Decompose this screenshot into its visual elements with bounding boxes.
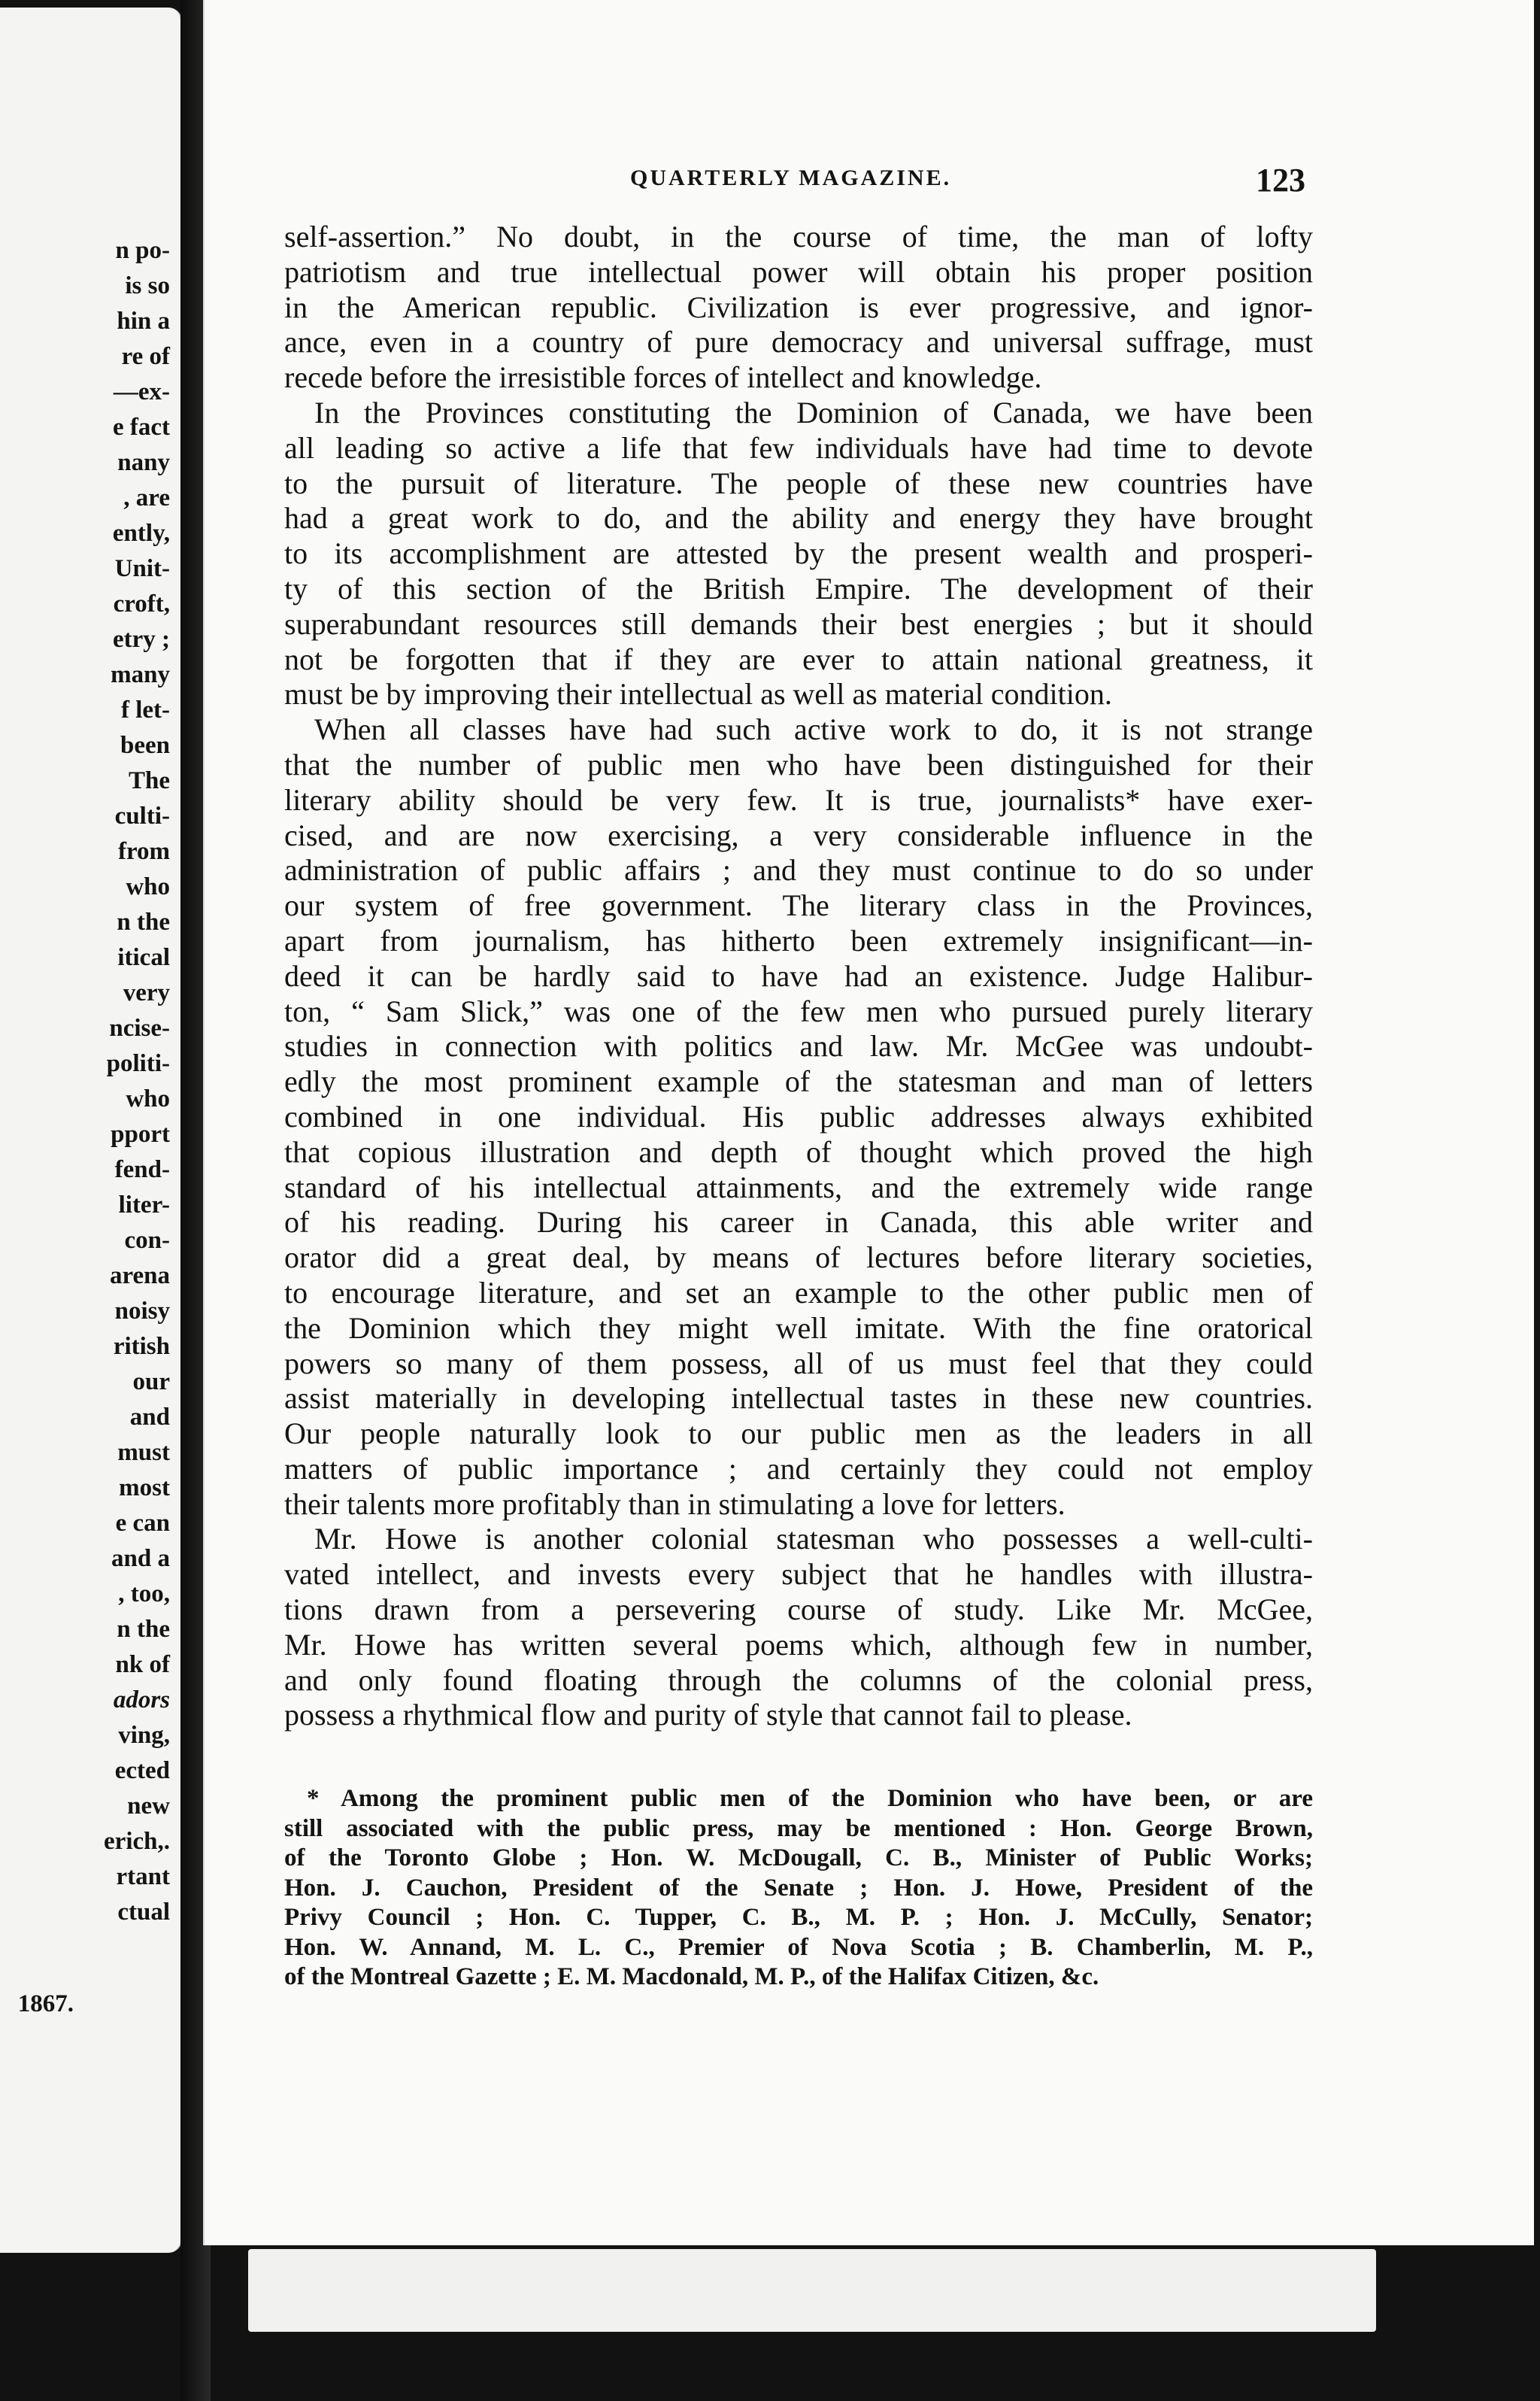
left-page-line: , too, xyxy=(118,1580,170,1607)
body-line: tions drawn from a persevering course of study. Like Mr. McGee, xyxy=(284,1592,1313,1627)
body-line: studies in connection with politics and law. Mr. McGee was undoubt- xyxy=(284,1029,1313,1064)
left-page-line: re of xyxy=(121,343,170,370)
footnote-line: Hon. J. Cauchon, President of the Senate ; Hon. J. Howe, President of the xyxy=(284,1874,1313,1902)
left-page-line: n the xyxy=(117,1616,170,1643)
body-line: Our people naturally look to our public men as the leaders in all xyxy=(284,1416,1313,1451)
body-line: had a great work to do, and the ability and energy they have brought xyxy=(284,501,1313,536)
left-page-line: con- xyxy=(124,1227,170,1254)
left-page-line: ncise- xyxy=(109,1015,170,1042)
left-page-line: nany xyxy=(117,449,170,476)
body-line: in the American republic. Civilization is ever progressive, and ignor- xyxy=(284,290,1313,324)
body-line: Mr. Howe is another colonial statesman who possesses a well-culti- xyxy=(314,1522,1313,1556)
left-page-line: politi- xyxy=(106,1050,170,1077)
left-page-line: etry ; xyxy=(112,626,170,653)
left-page-line: The xyxy=(128,767,170,794)
left-page-line: nk of xyxy=(115,1651,170,1678)
left-page-line: f let- xyxy=(120,697,170,724)
body-line: superabundant resources still demands their best energies ; but it should xyxy=(284,606,1313,641)
left-page-line: ently, xyxy=(112,520,170,547)
left-page-line: who xyxy=(126,873,170,900)
footnote xyxy=(284,1784,1313,1993)
running-head-title: QUARTERLY MAGAZINE. xyxy=(630,165,952,190)
left-page-line: , are xyxy=(123,484,170,511)
left-page-line: arena xyxy=(109,1262,170,1289)
left-page-line: erich,. xyxy=(104,1828,170,1855)
left-page-line: and a xyxy=(111,1545,170,1572)
body-line: apart from journalism, has hitherto been extremely insignificant—in- xyxy=(284,923,1313,958)
body-line: powers so many of them possess, all of us must feel that they could xyxy=(284,1346,1313,1380)
left-page-line: from xyxy=(117,838,170,865)
left-page-line: —ex- xyxy=(113,378,170,405)
left-page-line: ritish xyxy=(113,1333,170,1360)
left-page-line: many xyxy=(111,661,170,688)
left-page-line: culti- xyxy=(114,803,170,830)
body-line: administration of public affairs ; and they must continue to do so under xyxy=(284,853,1313,888)
footnote-line: of the Montreal Gazette ; E. M. Macdonald, M. P., of the Halifax Citizen, &c. xyxy=(284,1963,1099,1990)
left-page-line: adors xyxy=(113,1686,170,1713)
footnote-line: of the Toronto Globe ; Hon. W. McDougall, C. B., Minister of Public Works; xyxy=(284,1844,1313,1871)
page-edge-strip xyxy=(248,2249,1376,2332)
body-line: edly the most prominent example of the statesman and man of letters xyxy=(284,1064,1313,1099)
body-line: When all classes have had such active work to do, it is not strange xyxy=(314,712,1313,747)
left-page-line: very xyxy=(123,979,170,1006)
body-line: ty of this section of the British Empire. The development of their xyxy=(284,571,1313,606)
body-line: patriotism and true intellectual power will obtain his proper position xyxy=(284,254,1313,289)
left-page-line: who xyxy=(126,1085,170,1112)
right-page xyxy=(203,0,1534,2245)
left-page-line: itical xyxy=(117,944,170,971)
footnote-line: still associated with the public press, may be mentioned : Hon. George Brown, xyxy=(284,1814,1313,1842)
page-number: 123 xyxy=(1256,162,1305,199)
left-page-line: our xyxy=(132,1368,170,1395)
body-text xyxy=(284,220,1313,1733)
body-line: recede before the irresistible forces of intellect and knowledge. xyxy=(284,360,1042,395)
body-line: the Dominion which they might well imitate. With the fine oratorical xyxy=(284,1310,1313,1345)
body-line: all leading so active a life that few individuals have had time to devote xyxy=(284,430,1313,465)
body-line: standard of his intellectual attainments, and the extremely wide range xyxy=(284,1170,1313,1204)
left-page-line: n the xyxy=(117,909,170,936)
body-line: must be by improving their intellectual as well as material condition. xyxy=(284,677,1112,712)
left-page-line: rtant xyxy=(116,1863,170,1890)
body-line: our system of free government. The literary class in the Provinces, xyxy=(284,888,1313,923)
left-page-line: and xyxy=(129,1404,170,1431)
body-line: of his reading. During his career in Canada, this able writer and xyxy=(284,1205,1313,1240)
left-page-line: croft, xyxy=(113,590,170,618)
body-line: that the number of public men who have been distinguished for their xyxy=(284,747,1313,782)
left-page-line: e fact xyxy=(112,414,170,441)
body-line: vated intellect, and invests every subject that he handles with illustra- xyxy=(284,1557,1313,1592)
left-page-line: noisy xyxy=(114,1298,170,1325)
left-page-line: must xyxy=(117,1439,170,1466)
left-page-line: fend- xyxy=(114,1156,170,1183)
left-page-line: liter- xyxy=(118,1191,170,1219)
body-line: In the Provinces constituting the Dominion of Canada, we have been xyxy=(314,395,1313,430)
body-line: ton, “ Sam Slick,” was one of the few men who pursued purely literary xyxy=(284,994,1313,1028)
body-line: and only found floating through the columns of the colonial press, xyxy=(284,1662,1313,1697)
body-line: self-assertion.” No doubt, in the course of time, the man of lofty xyxy=(284,220,1313,253)
body-line: cised, and are now exercising, a very considerable influence in the xyxy=(284,818,1313,852)
body-line: to its accomplishment are attested by the present wealth and prosperi- xyxy=(284,536,1313,571)
left-page-line: ected xyxy=(114,1757,170,1784)
left-facing-page xyxy=(0,8,182,2253)
body-line: to encourage literature, and set an example to the other public men of xyxy=(284,1275,1313,1310)
left-page-text-fragments xyxy=(5,233,170,1930)
body-line: their talents more profitably than in stimulating a love for letters. xyxy=(284,1486,1066,1521)
left-page-year: 1867. xyxy=(17,1990,74,2017)
body-line: Mr. Howe has written several poems which, although few in number, xyxy=(284,1627,1313,1662)
left-page-line: been xyxy=(120,732,170,759)
left-page-line: ctual xyxy=(117,1899,170,1926)
left-page-line: is so xyxy=(125,272,170,299)
left-page-line: Unit- xyxy=(114,555,170,582)
left-page-line: hin a xyxy=(117,308,170,335)
body-line: matters of public importance ; and certainly they could not employ xyxy=(284,1451,1313,1486)
footnote-line: Hon. W. Annand, M. L. C., Premier of Nova Scotia ; B. Chamberlin, M. P., xyxy=(284,1933,1313,1961)
body-line: combined in one individual. His public addresses always exhibited xyxy=(284,1099,1313,1134)
body-line: not be forgotten that if they are ever to attain national greatness, it xyxy=(284,642,1313,676)
body-line: ance, even in a country of pure democracy and universal suffrage, must xyxy=(284,325,1313,360)
left-page-line: pport xyxy=(111,1121,170,1148)
body-line: literary ability should be very few. It is true, journalists* have exer- xyxy=(284,782,1313,817)
left-page-line: n po- xyxy=(115,237,170,264)
body-line: that copious illustration and depth of thought which proved the high xyxy=(284,1134,1313,1169)
left-page-line: e can xyxy=(115,1510,170,1537)
body-line: deed it can be hardly said to have had an existence. Judge Halibur- xyxy=(284,958,1313,993)
footnote-line: Privy Council ; Hon. C. Tupper, C. B., M. P. ; Hon. J. McCully, Senator; xyxy=(284,1904,1313,1931)
body-line: possess a rhythmical flow and purity of style that cannot fail to please. xyxy=(284,1698,1132,1732)
body-line: assist materially in developing intellectual tastes in these new countries. xyxy=(284,1381,1313,1416)
left-page-line: new xyxy=(127,1792,170,1820)
left-page-line: most xyxy=(119,1474,170,1501)
footnote-line: * Among the prominent public men of the Dominion who have been, or are xyxy=(307,1785,1313,1812)
left-page-line: ving, xyxy=(118,1722,170,1749)
body-line: to the pursuit of literature. The people of these new countries have xyxy=(284,466,1313,500)
body-line: orator did a great deal, by means of lectures before literary societies, xyxy=(284,1240,1313,1275)
